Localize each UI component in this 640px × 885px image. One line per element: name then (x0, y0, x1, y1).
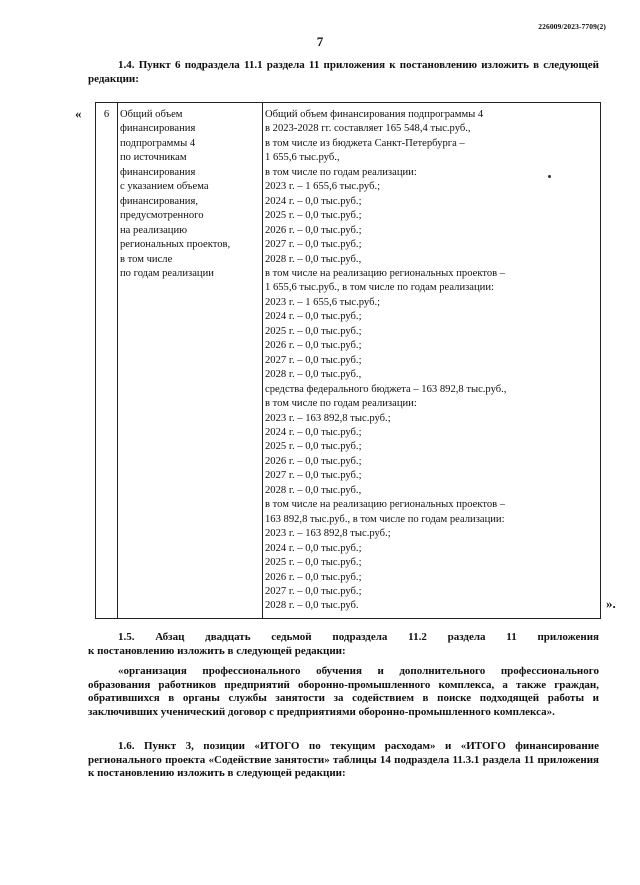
content-line: в том числе на реализацию региональных проектов – (265, 499, 506, 511)
content-line: в 2023-2028 гг. составляет 165 548,4 тыс.руб., (265, 123, 471, 135)
content-line: 2026 г. – 0,0 тыс.руб.; (265, 455, 362, 467)
content-line: 163 892,8 тыс.руб., в том числе по годам реализации: (265, 513, 505, 525)
label-line: в том числе (120, 253, 173, 265)
label-line: предусмотренного (120, 210, 204, 222)
label-line: с указанием объема (120, 181, 209, 193)
label-line: финансирования (120, 166, 196, 178)
paragraph-1-5-line2: к постановлению изложить в следующей редакции: (88, 644, 346, 657)
content-line: Общий объем финансирования подпрограммы 4 (265, 109, 484, 120)
label-line: финансирования (120, 123, 196, 135)
stray-dot (548, 175, 551, 178)
content-line: 2024 г. – 0,0 тыс.руб.; (265, 195, 362, 207)
content-line: 2024 г. – 0,0 тыс.руб.; (265, 426, 362, 438)
quoted-paragraph: «организация профессионального обучения и дополнительного профессионального образования работников предприятий оборонно-промышленного комплекса, а также граждан, обратившихся в органы службы занятости за содействием в поиске подходящей работы и заключивших ученический договор с предприятиями оборонно-промышленного комплекса». (88, 665, 599, 718)
label-line: по годам реализации (120, 267, 214, 279)
paragraph-1-5 (88, 631, 599, 658)
table-row (96, 103, 601, 619)
content-line: в том числе на реализацию региональных проектов – (265, 267, 506, 279)
content-line: 2025 г. – 0,0 тыс.руб.; (265, 325, 362, 337)
content-line: 1 655,6 тыс.руб., (265, 152, 340, 164)
document-number: 226009/2023-7709(2) (538, 22, 606, 31)
label-line: по источникам (120, 152, 187, 164)
content-line: в том числе по годам реализации: (265, 166, 417, 178)
content-line: средства федерального бюджета – 163 892,8 тыс.руб., (265, 383, 507, 395)
content-line: 2028 г. – 0,0 тыс.руб. (265, 600, 359, 612)
label-line: региональных проектов, (120, 239, 231, 251)
financing-table (95, 102, 601, 619)
paragraph-1-4: 1.4. Пункт 6 подраздела 11.1 раздела 11 приложения к постановлению изложить в следующей редакции: (88, 59, 599, 85)
content-cell (263, 103, 601, 619)
content-line: 2023 г. – 1 655,6 тыс.руб.; (265, 296, 381, 308)
content-line: 2023 г. – 1 655,6 тыс.руб.; (265, 181, 381, 193)
label-line: на реализацию (120, 224, 188, 236)
content-line: 2023 г. – 163 892,8 тыс.руб.; (265, 528, 391, 540)
label-cell (118, 103, 263, 619)
content-line: 2026 г. – 0,0 тыс.руб.; (265, 340, 362, 352)
content-line: 2025 г. – 0,0 тыс.руб.; (265, 441, 362, 453)
content-line: 2027 г. – 0,0 тыс.руб.; (265, 354, 362, 366)
content-line: 2024 г. – 0,0 тыс.руб.; (265, 542, 362, 554)
content-line: 2026 г. – 0,0 тыс.руб.; (265, 571, 362, 583)
label-line: Общий объем (120, 109, 183, 120)
content-line: 2027 г. – 0,0 тыс.руб.; (265, 470, 362, 482)
content-line: 2023 г. – 163 892,8 тыс.руб.; (265, 412, 391, 424)
paragraph-1-6: 1.6. Пункт 3, позиции «ИТОГО по текущим расходам» и «ИТОГО финансирование регионального проекта «Содействие занятости» таблицы 14 подраздела 11.3.1 раздела 11 приложения к постановлению изложить в следующей редакции: (88, 740, 599, 780)
content-line: 2025 г. – 0,0 тыс.руб.; (265, 557, 362, 569)
content-line: 2028 г. – 0,0 тыс.руб., (265, 484, 362, 496)
content-line: 2028 г. – 0,0 тыс.руб., (265, 253, 362, 265)
content-line: 2027 г. – 0,0 тыс.руб.; (265, 239, 362, 251)
quote-open-mark: « (75, 106, 82, 121)
content-line: в том числе по годам реализации: (265, 398, 417, 410)
label-line: финансирования, (120, 195, 198, 207)
content-line: 2026 г. – 0,0 тыс.руб.; (265, 224, 362, 236)
row-number-cell: 6 (96, 103, 118, 619)
content-line: 1 655,6 тыс.руб., в том числе по годам реализации: (265, 282, 494, 294)
content-line: в том числе из бюджета Санкт-Петербурга – (265, 137, 465, 149)
content-line: 2024 г. – 0,0 тыс.руб.; (265, 311, 362, 323)
content-line: 2025 г. – 0,0 тыс.руб.; (265, 210, 362, 222)
content-line: 2028 г. – 0,0 тыс.руб., (265, 369, 362, 381)
content-line: 2027 г. – 0,0 тыс.руб.; (265, 585, 362, 597)
page-number: 7 (316, 34, 324, 49)
label-line: подпрограммы 4 (120, 137, 196, 149)
quote-close-mark: ». (606, 596, 616, 611)
paragraph-1-5-line1: 1.5. Абзац двадцать седьмой подраздела 11.2 раздела 11 приложения (118, 631, 599, 643)
